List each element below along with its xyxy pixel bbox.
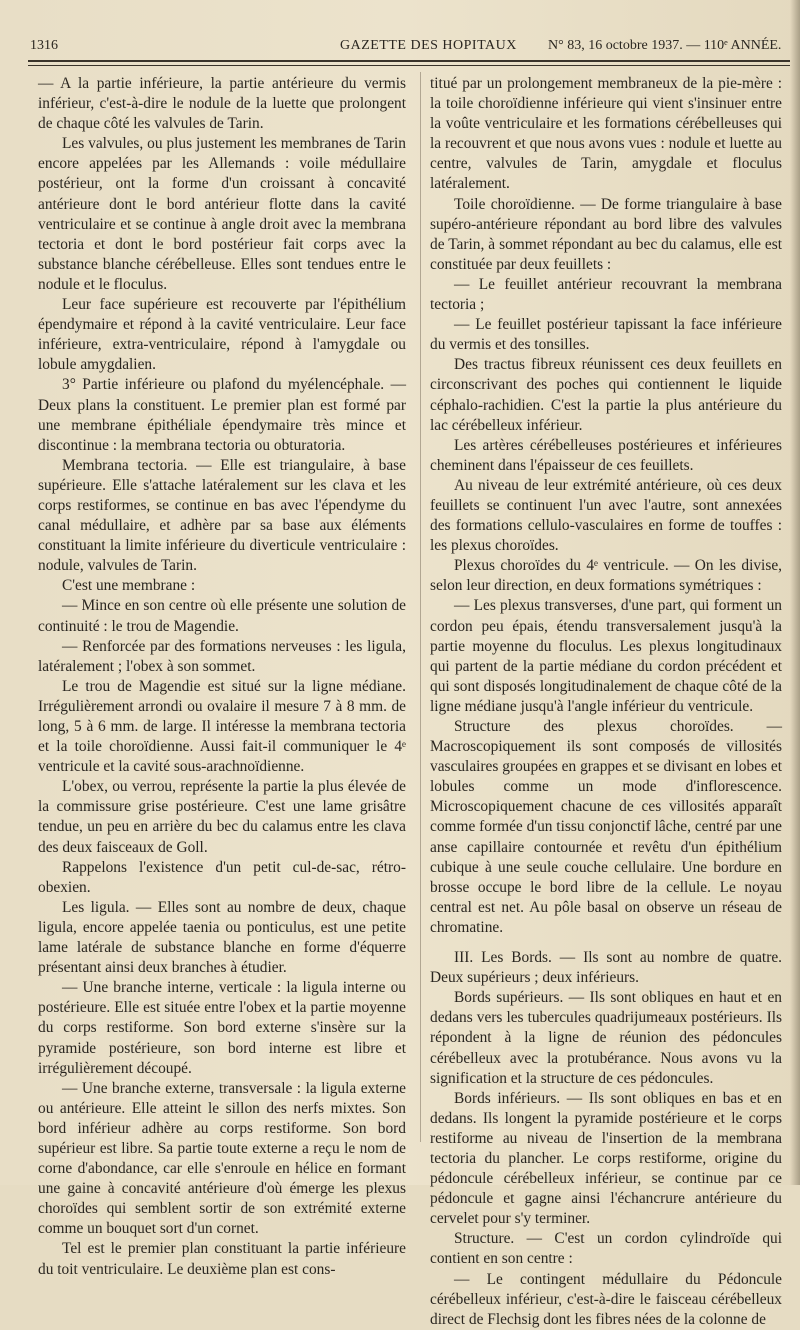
issue-info: N° 83, 16 octobre 1937. — 110ᵉ ANNÉE.	[548, 38, 782, 53]
header-rule-thick	[28, 60, 790, 62]
paragraph: — Les plexus transverses, d'une part, qui forment un cordon peu épais, étendu transversalement jusqu'à la partie moyenne du floculus. Les plexus longitudinaux qui partent de la partie médiane du cordon précédent et qui sont disposés longitudinalement de chaque côté de la ligne médiane jusqu'à l'angle inférieur du ventricule.	[430, 597, 782, 715]
header-rule-thin	[28, 65, 790, 66]
paragraph: — A la partie inférieure, la partie antérieure du vermis inférieur, c'est-à-dire le nodule de la luette que prolongent de chaque côté les valvules de Tarin.	[38, 75, 406, 133]
paragraph: C'est une membrane :	[62, 577, 196, 595]
paragraph: titué par un prolongement membraneux de la pie-mère : la toile choroïdienne inférieure qui vient s'insinuer entre la voûte ventriculaire et les formations cérébelleuses qui la recouvrent et que nous avons vues : nodule et luette au centre, valvules de Tarin, amygdale et floculus latéralement.	[430, 75, 782, 193]
page-number: 1316	[30, 38, 58, 53]
paragraph: L'obex, ou verrou, représente la partie la plus élevée de la commissure grise postérieure. C'est une lame grisâtre tendue, un peu en arrière du bec du calamus entre les clava des deux faisceaux de Goll.	[38, 778, 406, 856]
paragraph: Toile choroïdienne. — De forme triangulaire à base supéro-antérieure répondant au bord libre des valvules de Tarin, à sommet répondant au bec du calamus, elle est constituée par deux feuillets :	[430, 195, 782, 273]
paragraph: Plexus choroïdes du 4ᵉ ventricule. — On les divise, selon leur direction, en deux formations symétriques :	[430, 557, 782, 595]
paragraph: — Le contingent médullaire du Pédoncule cérébelleux inférieur, c'est-à-dire le faisceau cérébelleux direct de Flechsig dont les fibres nées de la colonne de	[430, 1270, 782, 1328]
left-column	[38, 74, 406, 1280]
paragraph: Bords supérieurs. — Ils sont obliques en haut et en dedans vers les tubercules quadrijumeaux postérieurs. Ils répondent à la ligne de réunion des pédoncules cérébelleux avec la protubérance. Nous avons vu la signification et la structure de ces pédoncules.	[430, 989, 782, 1087]
paragraph: Les ligula. — Elles sont au nombre de deux, chaque ligula, encore appelée taenia ou ponticulus, est une petite lame latérale de substance blanche en forme d'équerre présentant ainsi deux branches à étudier.	[38, 898, 406, 977]
paragraph: Les artères cérébelleuses postérieures et inférieures cheminent dans l'épaisseur de ces feuillets.	[430, 436, 782, 474]
paragraph: Le trou de Magendie est situé sur la ligne médiane. Irrégulièrement arrondi ou ovalaire il mesure 7 à 8 mm. de long, 5 à 6 mm. de large. Il intéresse la membrana tectoria et la toile choroïdienne. Aussi fait-il communiquer le 4ᵉ ventricule et la cavité sous-arachnoïdienne.	[38, 677, 406, 776]
paragraph: Rappelons l'existence d'un petit cul-de-sac, rétro-obexien.	[38, 858, 406, 896]
column-divider	[420, 72, 421, 1142]
paragraph: Les valvules, ou plus justement les membranes de Tarin encore appelées par les Allemands : voile médullaire postérieur, ont la forme d'un croissant à concavité antérieure dont le bord antérieur flotte dans la cavité ventriculaire et se continue à angle droit avec la membrana tectoria et dont le bord postérieur fait corps avec la substance blanche cérébelleuse. Elles sont tendues entre le nodule et le floculus.	[38, 135, 406, 293]
section-heading-paragraph: III. Les Bords. — Ils sont au nombre de quatre. Deux supérieurs ; deux inférieurs.	[430, 949, 782, 987]
page-header	[28, 36, 788, 58]
paragraph: — Une branche externe, transversale : la ligula externe ou antérieure. Elle atteint le sillon des nerfs mixtes. Son bord inférieur adhère au corps restiforme. Son bord supérieur est libre. Sa partie toute externe a reçu le nom de corne d'abondance, car elle s'enroule en hélice en formant une gaine à concavité antérieure d'où émerge les plexus choroïdes qui semblent sortir de son extrémité externe comme un bouquet sort d'un cornet.	[38, 1079, 406, 1238]
paragraph: — Une branche interne, verticale : la ligula interne ou postérieure. Elle est située entre l'obex et la partie moyenne du corps restiforme. Son bord externe s'insère sur la pyramide postérieure, son bord interne est libre et irrégulièrement découpé.	[38, 979, 406, 1077]
publication-title: GAZETTE DES HOPITAUX	[340, 38, 517, 53]
paragraph: 3° Partie inférieure ou plafond du myélencéphale. — Deux plans la constituent. Le premier plan est formé par une membrane épithéliale épendymaire très mince et discontinue : la membrana tectoria ou obturatoria.	[38, 376, 406, 454]
paragraph: Bords inférieurs. — Ils sont obliques en bas et en dedans. Ils longent la pyramide postérieure et le corps restiforme au niveau de l'insertion de la membrana tectoria du plancher. Le corps restiforme, origine du pédoncule cérébelleux inférieur, se continue par ce pédoncule et gagne ainsi l'échancrure antérieure du cervelet pour s'y terminer.	[430, 1089, 782, 1228]
paragraph: — Mince en son centre où elle présente une solution de continuité : le trou de Magendie.	[38, 597, 406, 635]
paragraph: — Le feuillet postérieur tapissant la face inférieure du vermis et des tonsilles.	[430, 316, 782, 354]
paragraph: Des tractus fibreux réunissent ces deux feuillets en circonscrivant des poches qui contiennent le liquide céphalo-rachidien. C'est la partie la plus antérieure du lac cérébelleux inférieur.	[430, 356, 782, 434]
paragraph: — Renforcée par des formations nerveuses : les ligula, latéralement ; l'obex à son sommet.	[38, 637, 406, 675]
paragraph: Leur face supérieure est recouverte par l'épithélium épendymaire et répond à la cavité ventriculaire. Leur face inférieure, extra-ventriculaire, répond à l'amygdale ou lobule amygdalien.	[38, 296, 406, 374]
paragraph: Membrana tectoria. — Elle est triangulaire, à base supérieure. Elle s'attache latéralement sur les clava et les corps restiformes, se continue en bas avec l'épendyme du canal médullaire, et adhère par sa base aux éléments constituant la limite inférieure du diverticule ventriculaire : nodule, valvules de Tarin.	[38, 456, 406, 575]
paragraph: Au niveau de leur extrémité antérieure, où ces deux feuillets se continuent l'un avec l'autre, sont annexées des formations cellulo-vasculaires en forme de touffes : les plexus choroïdes.	[430, 476, 782, 555]
page-edge-shadow	[790, 0, 800, 1185]
paragraph: — Le feuillet antérieur recouvrant la membrana tectoria ;	[430, 275, 782, 314]
right-column	[430, 74, 782, 1330]
paragraph: Structure. — C'est un cordon cylindroïde qui contient en son centre :	[430, 1230, 782, 1268]
paragraph: Structure des plexus choroïdes. — Macroscopiquement ils sont composés de villosités vasculaires groupées en grappes et se divisant en lobes et lobules comme un mode d'inflorescence. Microscopiquement chacune de ces villosités apparaît comme formée d'un tissu conjonctif lâche, centré par une anse capillaire contournée et revêtu d'un épithélium cubique à une seule couche cellulaire. Une bordure en brosse occupe le bord libre de la cellule. Le noyau central est net. Au pôle basal on observe un réseau de chromatine.	[430, 718, 782, 936]
paragraph: Tel est le premier plan constituant la partie inférieure du toit ventriculaire. Le deuxième plan est cons-	[38, 1240, 406, 1278]
